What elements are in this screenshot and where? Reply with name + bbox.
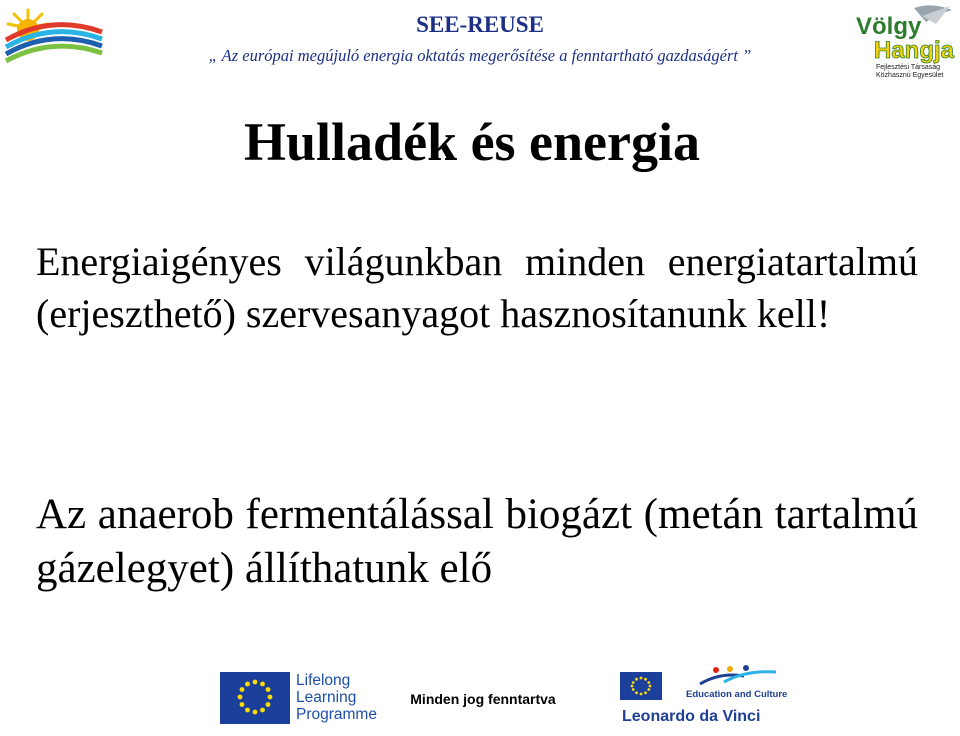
slide-title: Hulladék és energia xyxy=(244,112,700,172)
lll-line3: Programme xyxy=(296,706,377,723)
leonardo-da-vinci-logo xyxy=(620,664,790,730)
header-title: SEE-REUSE xyxy=(416,12,544,37)
lll-line1: Lifelong xyxy=(296,672,351,689)
leonardo-da-vinci-text: Leonardo da Vinci xyxy=(622,708,761,725)
education-culture-figures-icon xyxy=(694,664,784,688)
logo-volgy-line2: Hangja xyxy=(874,37,955,64)
lll-line2: Learning xyxy=(296,689,357,706)
logo-volgy-line4: Közhasznú Egyesület xyxy=(876,72,944,79)
logo-volgy-line1: Völgy xyxy=(856,13,922,40)
education-culture-text: Education and Culture xyxy=(686,689,788,700)
paragraph-1: Energiaigényes világunkban minden energiatartalmú (erjeszthető) szervesanyagot hasznosítanunk kell! xyxy=(36,239,918,336)
logo-volgy-line3: Fejlesztési Társaság xyxy=(876,64,941,71)
paragraph-2: Az anaerob fermentálással biogázt (metán tartalmú gázelegyet) állíthatunk elő xyxy=(36,491,918,592)
eu-flag-icon xyxy=(620,672,662,700)
footer-rights: Minden jog fenntartva xyxy=(410,691,556,707)
volgy-hangja-logo xyxy=(852,2,956,80)
header-subtitle: „ Az európai megújuló energia oktatás megerősítése a fenntartható gazdaságért ” xyxy=(208,46,752,65)
